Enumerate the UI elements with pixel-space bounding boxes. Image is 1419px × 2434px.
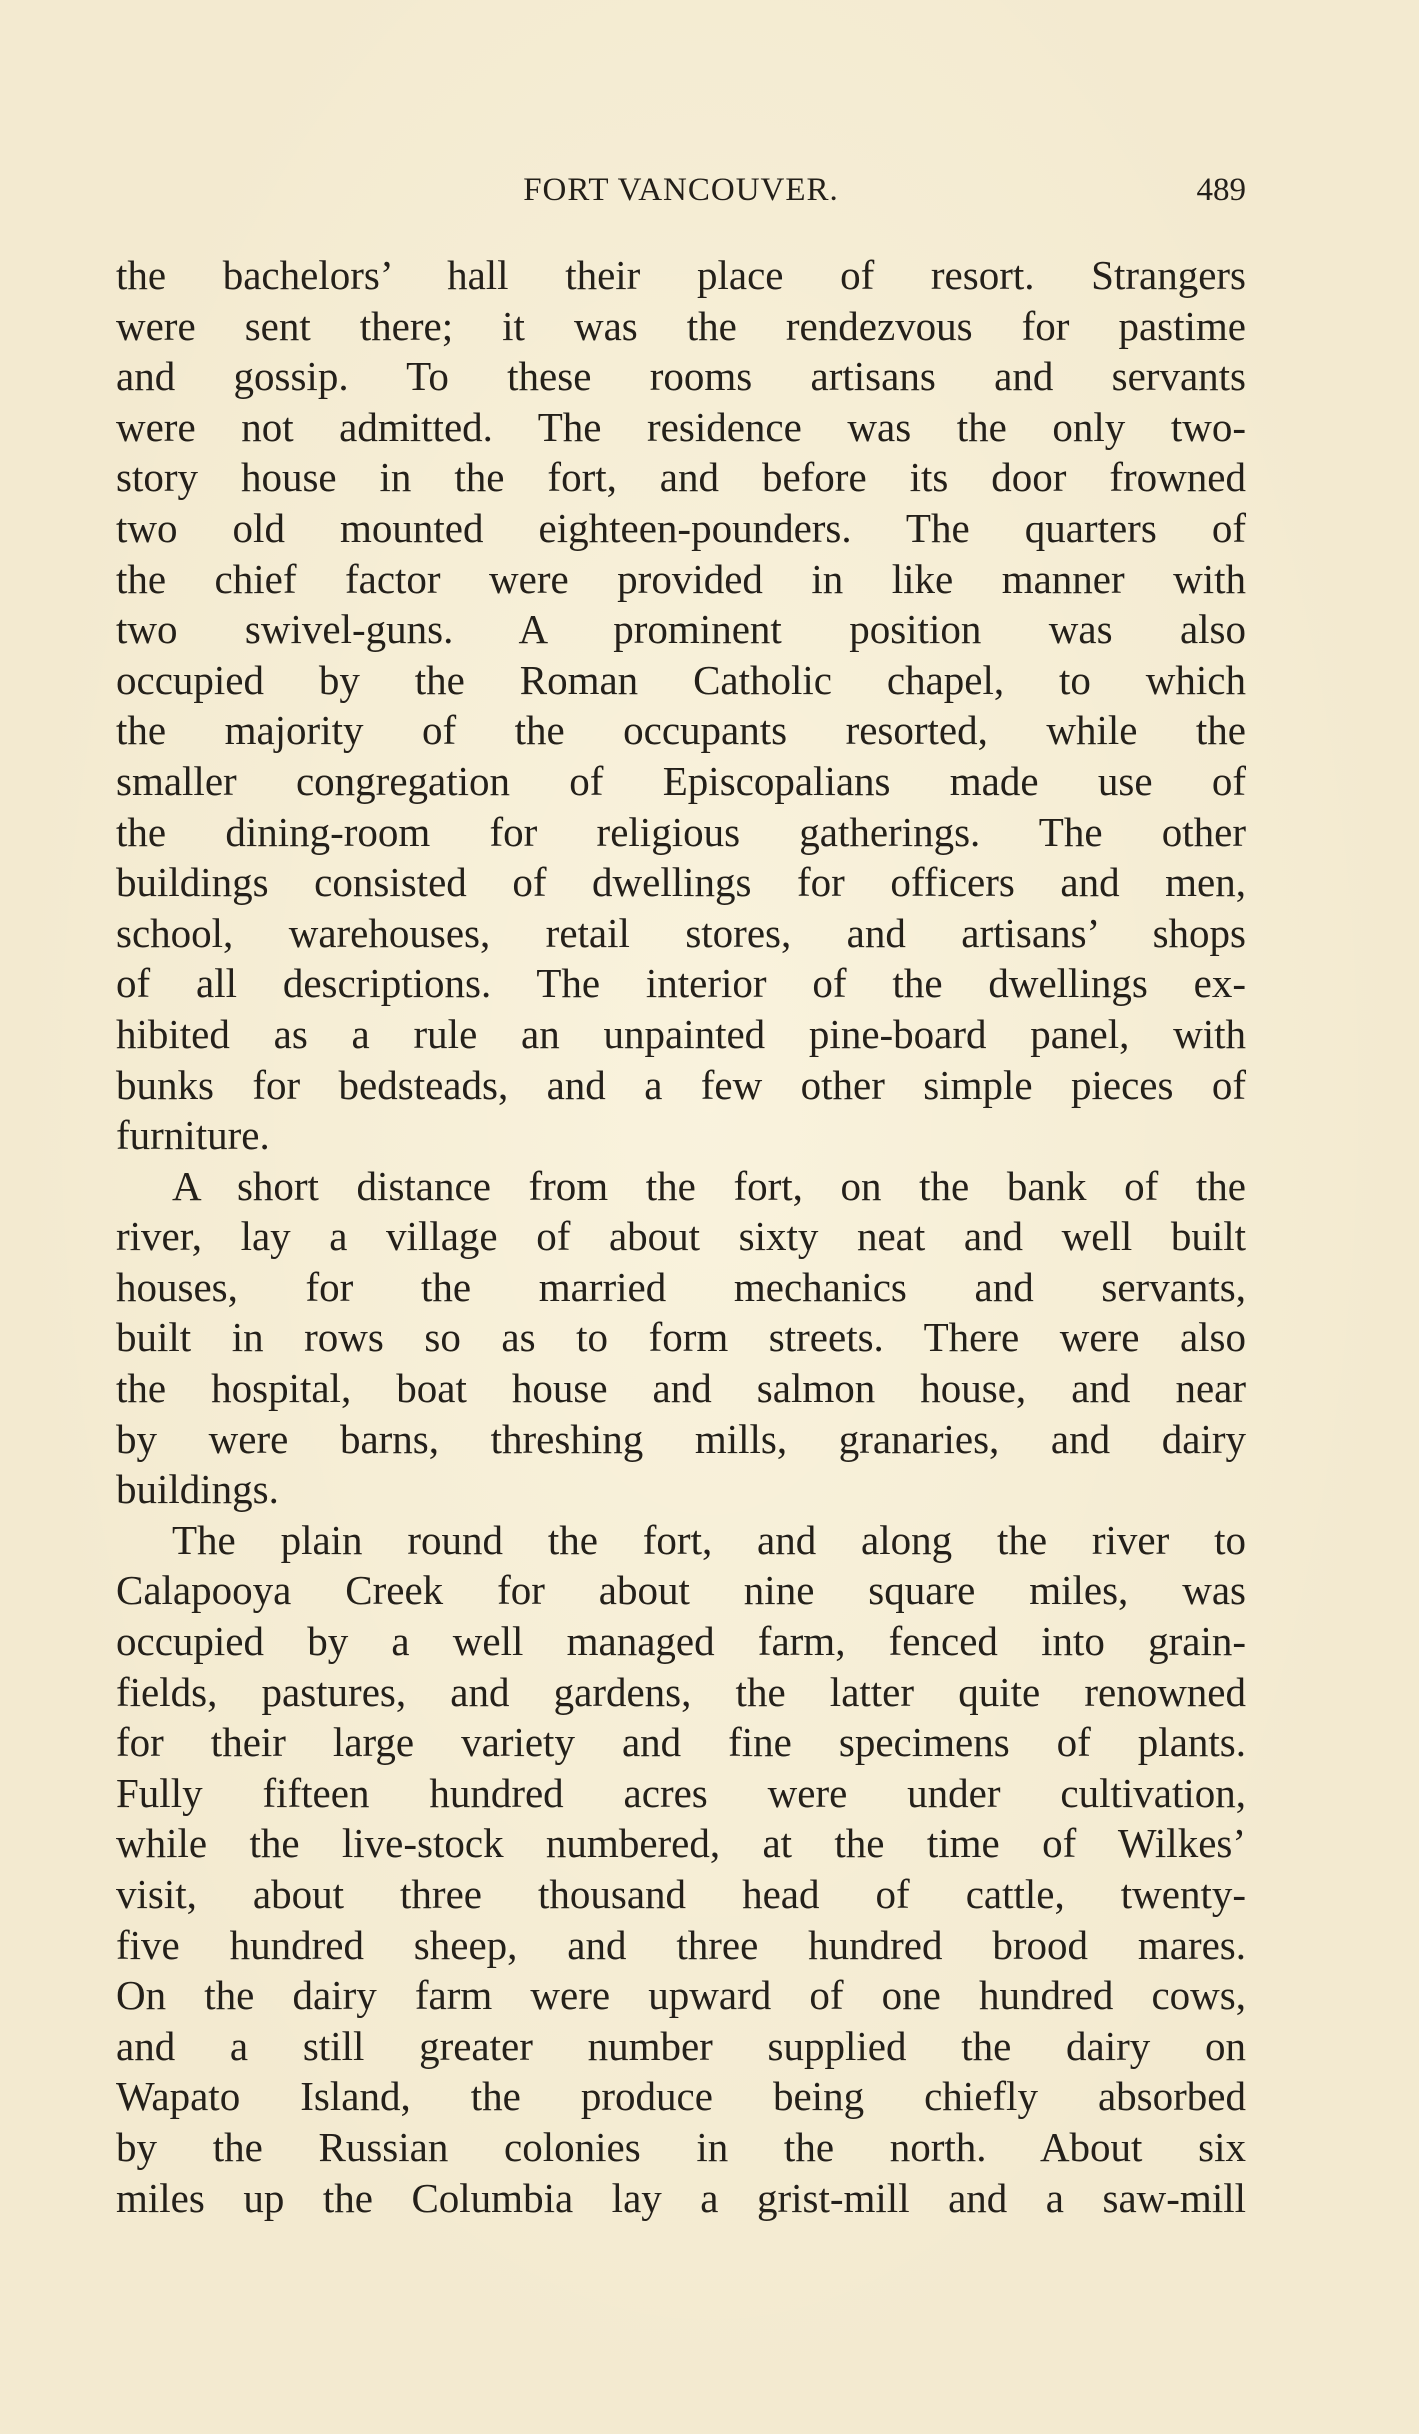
text-line: Fully fifteen hundred acres were under cultivation, [116,1769,1246,1816]
text-line: river, lay a village of about sixty neat and well built [116,1213,1246,1260]
text-line: were sent there; it was the rendezvous for pastime [116,302,1246,349]
text-line: houses, for the married mechanics and servants, [116,1263,1246,1310]
text-line: the dining-room for religious gatherings. The other [116,808,1246,855]
text-line: were not admitted. The residence was the only two- [116,403,1246,450]
text-line: of all descriptions. The interior of the dwellings ex- [116,960,1246,1007]
running-title: FORT VANCOUVER. [523,172,839,208]
text-line: A short distance from the fort, on the bank of the [172,1162,1246,1209]
text-line: school, warehouses, retail stores, and artisans’ shops [116,909,1246,956]
text-line: two old mounted eighteen-pounders. The quarters of [116,504,1246,551]
text-line: occupied by the Roman Catholic chapel, to which [116,656,1246,703]
text-line: On the dairy farm were upward of one hundred cows, [116,1972,1246,2019]
text-line: and gossip. To these rooms artisans and servants [116,353,1246,400]
text-line: five hundred sheep, and three hundred brood mares. [116,1921,1246,1968]
text-line: furniture. [116,1112,270,1159]
page-header [116,172,1246,222]
text-line: two swivel-guns. A prominent position was also [116,606,1246,653]
paragraph [116,250,1246,1161]
text-line: fields, pastures, and gardens, the latter quite renowned [116,1668,1246,1715]
text-line: the majority of the occupants resorted, while the [116,707,1246,754]
text-line: while the live-stock numbered, at the time of Wilkes’ [116,1820,1246,1867]
text-line: the bachelors’ hall their place of resort. Strangers [116,252,1246,298]
text-line: by were barns, threshing mills, granaries, and dairy [116,1415,1246,1462]
paragraph [116,1161,1246,1515]
text-line: built in rows so as to form streets. There were also [116,1314,1246,1361]
text-line: occupied by a well managed farm, fenced into grain- [116,1618,1246,1665]
text-line: bunks for bedsteads, and a few other simple pieces of [116,1061,1246,1108]
text-line: visit, about three thousand head of cattle, twenty- [116,1871,1246,1917]
paragraph [116,1515,1246,2223]
text-line: for their large variety and fine specimens of plants. [116,1719,1246,1766]
text-line: and a still greater number supplied the dairy on [116,2022,1246,2069]
page-number: 489 [1196,172,1246,208]
text-line: story house in the fort, and before its door frowned [116,454,1246,501]
text-line: Wapato Island, the produce being chiefly absorbed [116,2073,1246,2120]
text-line: miles up the Columbia lay a grist-mill and a saw-mill [116,2174,1246,2221]
text-line: The plain round the fort, and along the river to [172,1516,1246,1563]
text-line: the chief factor were provided in like manner with [116,555,1246,602]
text-line: buildings. [116,1466,279,1513]
text-line: the hospital, boat house and salmon house, and near [116,1365,1246,1412]
text-line: smaller congregation of Episcopalians made use of [116,757,1246,804]
text-line: hibited as a rule an unpainted pine-board panel, with [116,1010,1246,1057]
text-line: buildings consisted of dwellings for officers and men, [116,859,1246,906]
body-text [116,250,1246,2223]
text-line: Calapooya Creek for about nine square miles, was [116,1567,1246,1614]
text-line: by the Russian colonies in the north. About six [116,2123,1246,2170]
